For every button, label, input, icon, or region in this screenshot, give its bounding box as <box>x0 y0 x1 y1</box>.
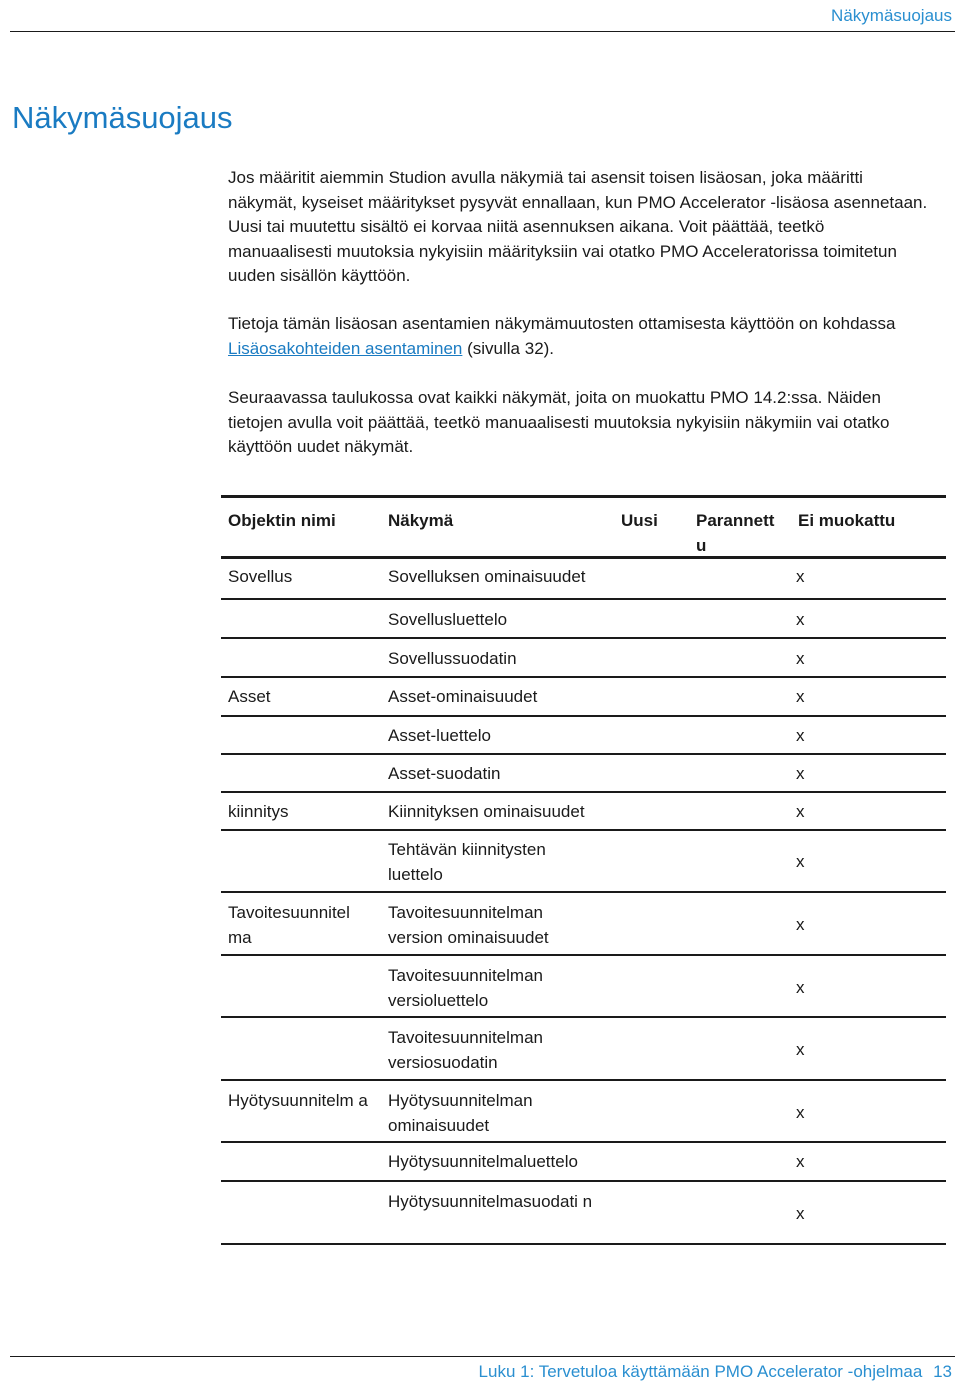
intro-paragraph <box>228 166 928 289</box>
table-header-row <box>221 495 946 559</box>
view-cell: Asset-ominaisuudet <box>388 687 538 706</box>
header-unchanged: Ei muokattu <box>798 511 896 530</box>
view-cell: Sovelluksen ominaisuudet <box>388 567 586 586</box>
footer-chapter-title: Luku 1: Tervetuloa käyttämään PMO Accelerator -ohjelmaa <box>478 1362 923 1381</box>
unchanged-mark: x <box>796 764 805 783</box>
page-footer <box>479 1362 952 1382</box>
table-row <box>221 755 946 793</box>
header-view: Näkymä <box>388 511 454 530</box>
view-cell: Asset-suodatin <box>388 764 501 783</box>
paragraph-3: Seuraavassa taulukossa ovat kaikki näkymät, joita on muokattu PMO 14.2:ssa. Näiden tietojen avulla voit päättää, teetkö manuaalisesti muutoksia nykyisiin näkymiin vai otatko käyttöön uudet näkymät. <box>228 388 890 456</box>
unchanged-mark: x <box>796 726 805 745</box>
unchanged-mark: x <box>796 915 805 934</box>
view-cell: Asset-luettelo <box>388 726 491 745</box>
table-row <box>221 793 946 831</box>
table-row <box>221 639 946 678</box>
footer-rule <box>10 1356 955 1357</box>
object-cell: kiinnitys <box>228 802 289 821</box>
view-cell: Hyötysuunnitelmaluettelo <box>388 1152 578 1171</box>
table-row <box>221 1143 946 1182</box>
object-cell: Tavoitesuunnitel ma <box>228 903 350 947</box>
view-cell: Tavoitesuunnitelman version ominaisuudet <box>388 903 549 947</box>
view-cell: Sovellusluettelo <box>388 610 508 629</box>
unchanged-mark: x <box>796 687 805 706</box>
page-number: 13 <box>933 1362 952 1381</box>
view-cell: Hyötysuunnitelman ominaisuudet <box>388 1091 533 1135</box>
view-cell: Tavoitesuunnitelman versiosuodatin <box>388 1028 543 1072</box>
paragraph-1: Jos määritit aiemmin Studion avulla näkymiä tai asensit toisen lisäosan, joka määritti näkymät, kyseiset määritykset pysyvät ennallaan, kun PMO Accelerator -lisäosa asennetaan. Uusi tai muutettu sisältö ei korvaa niitä asennuksen aikana. Voit päättää, teetkö manuaalisesti muutoksia nykyisiin määrityksiin vai otatko PMO Acceleratorissa toimitetun uuden sisällön käyttöön. <box>228 168 928 285</box>
unchanged-mark: x <box>796 1103 805 1122</box>
table-row <box>221 600 946 639</box>
reference-paragraph <box>228 312 928 361</box>
paragraph-2-page-ref: (sivulla 32). <box>462 338 555 358</box>
table-row <box>221 717 946 755</box>
paragraph-2 <box>228 312 928 361</box>
table-row <box>221 1081 946 1143</box>
view-cell: Tavoitesuunnitelman versioluettelo <box>388 966 543 1010</box>
paragraph-2-text: Tietoja tämän lisäosan asentamien näkymämuutosten ottamisesta käyttöön on kohdassa <box>228 314 896 333</box>
unchanged-mark: x <box>796 802 805 821</box>
unchanged-mark: x <box>796 1152 805 1171</box>
unchanged-mark: x <box>796 649 805 668</box>
table-row <box>221 678 946 717</box>
unchanged-mark: x <box>796 1040 805 1059</box>
unchanged-mark: x <box>796 852 805 871</box>
header-improved: Parannett u <box>696 511 775 555</box>
table-row <box>221 1018 946 1081</box>
table-row <box>221 1182 946 1245</box>
view-cell: Hyötysuunnitelmasuodati n <box>388 1192 593 1211</box>
table-row <box>221 893 946 956</box>
object-cell: Hyötysuunnitelm a <box>228 1091 368 1110</box>
view-cell: Tehtävän kiinnitysten luettelo <box>388 840 546 884</box>
unchanged-mark: x <box>796 978 805 997</box>
views-table <box>221 495 946 1245</box>
header-new: Uusi <box>621 511 658 530</box>
object-cell: Sovellus <box>228 567 293 586</box>
running-header: Näkymäsuojaus <box>831 6 952 25</box>
unchanged-mark: x <box>796 610 805 629</box>
table-row <box>221 559 946 600</box>
cross-reference-link[interactable]: Lisäosakohteiden asentaminen <box>228 338 463 358</box>
view-cell: Sovellussuodatin <box>388 649 517 668</box>
table-row <box>221 956 946 1018</box>
header-rule <box>10 31 955 32</box>
header-object-name: Objektin nimi <box>228 511 336 530</box>
page-title: Näkymäsuojaus <box>12 100 233 135</box>
view-cell: Kiinnityksen ominaisuudet <box>388 802 585 821</box>
table-intro-paragraph <box>228 386 928 460</box>
table-row <box>221 831 946 893</box>
object-cell: Asset <box>228 687 271 706</box>
unchanged-mark: x <box>796 567 805 586</box>
unchanged-mark: x <box>796 1204 805 1223</box>
